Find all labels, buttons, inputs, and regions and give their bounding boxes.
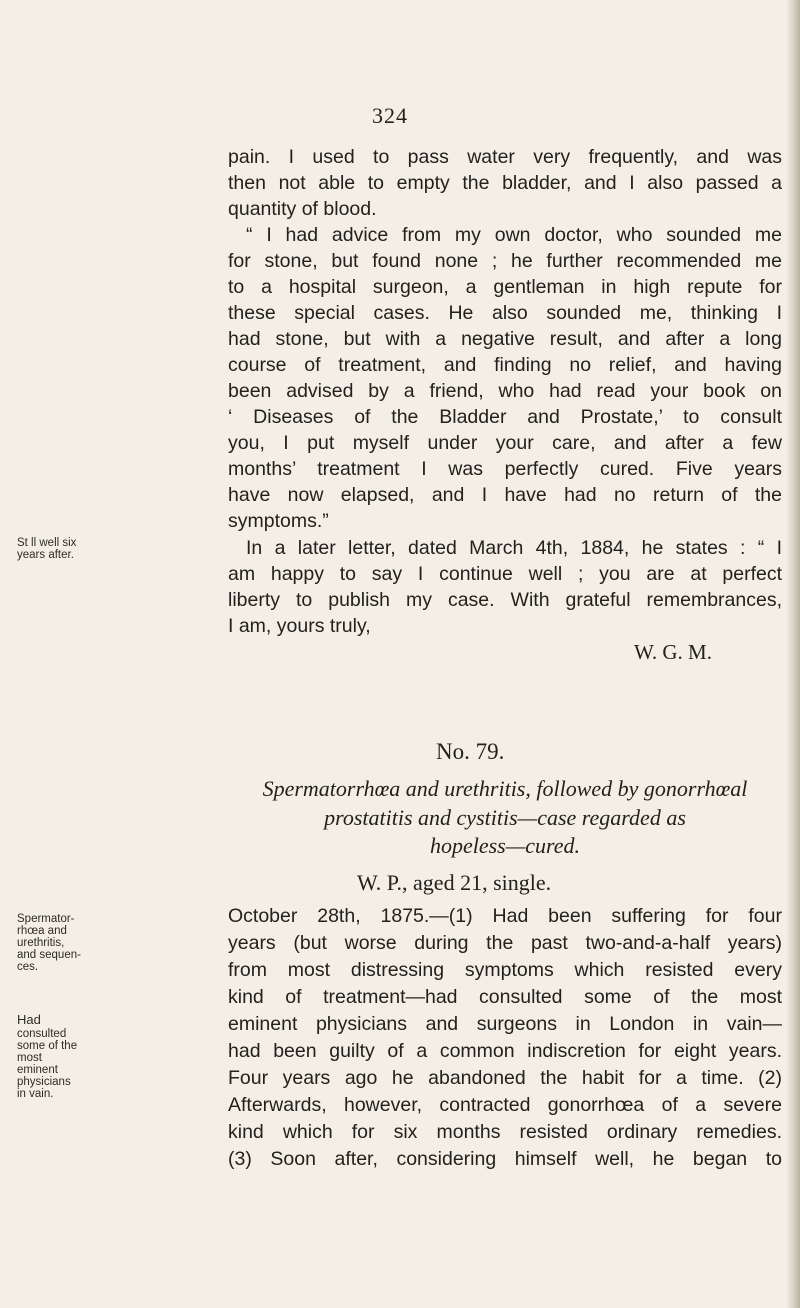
margin-note-still-well <box>17 537 121 561</box>
margin-note-line: eminent <box>17 1064 58 1076</box>
margin-note-line: years after. <box>17 549 74 561</box>
text-line: liberty to publish my case. With grateful remembrances, <box>228 589 782 611</box>
margin-note-line: in vain. <box>17 1088 54 1100</box>
text-line: these special cases. He also sounded me, thinking I <box>228 302 782 324</box>
text-line: years (but worse during the past two-and-a-half years) <box>228 932 782 954</box>
margin-note-line: St ll well six <box>17 537 77 549</box>
text-line: In a later letter, dated March 4th, 1884, he states : “ I <box>246 537 782 559</box>
text-line: ‘ Diseases of the Bladder and Prostate,’ to consult <box>228 406 782 428</box>
margin-note-line: most <box>17 1052 42 1064</box>
text-line: eminent physicians and surgeons in London in vain— <box>228 1013 782 1035</box>
case-number-heading: No. 79. <box>436 739 505 764</box>
margin-note-line: consulted <box>17 1028 67 1040</box>
text-line: then not able to empty the bladder, and I also passed a <box>228 172 782 194</box>
text-line: been advised by a friend, who had read your book on <box>228 380 782 402</box>
margin-note-spermatorrhoea <box>17 913 121 973</box>
text-line: you, I put myself under your care, and after a few <box>228 432 782 454</box>
margin-note-line: some of the <box>17 1040 78 1052</box>
patient-description: W. P., aged 21, single. <box>357 870 552 895</box>
text-line: Four years ago he abandoned the habit for a time. (2) <box>228 1067 782 1089</box>
text-line: course of treatment, and finding no relief, and having <box>228 354 782 376</box>
margin-note-line: rhœa and <box>17 925 67 937</box>
letter-signature: W. G. M. <box>634 640 712 664</box>
margin-note-line: Had <box>17 1012 41 1027</box>
margin-note-line: and sequen- <box>17 949 81 961</box>
text-line: Afterwards, however, contracted gonorrhœa of a severe <box>228 1094 782 1116</box>
text-line: have now elapsed, and I have had no return of the <box>228 484 782 506</box>
text-line: symptoms.” <box>228 510 329 532</box>
text-line: kind of treatment—had consulted some of the most <box>228 986 782 1008</box>
text-line: had been guilty of a common indiscretion for eight years. <box>228 1040 782 1062</box>
text-line: pain. I used to pass water very frequently, and was <box>228 146 782 168</box>
text-line: October 28th, 1875.—(1) Had been suffering for four <box>228 905 782 927</box>
case-title-line: Spermatorrhœa and urethritis, followed by gonorrhœal <box>262 776 748 801</box>
text-line: for stone, but found none ; he further recommended me <box>228 250 782 272</box>
text-line: from most distressing symptoms which resisted every <box>228 959 782 981</box>
text-line: am happy to say I continue well ; you are at perfect <box>228 563 782 585</box>
page-edge-shadow <box>786 0 800 1308</box>
margin-note-line: Spermator- <box>17 913 75 925</box>
text-line: to a hospital surgeon, a gentleman in high repute for <box>228 276 782 298</box>
case-title-line: hopeless—cured. <box>429 833 581 858</box>
margin-note-line: ces. <box>17 961 39 973</box>
margin-note-consulted <box>17 1014 121 1100</box>
margin-note-line: physicians <box>17 1076 71 1088</box>
margin-note-line: urethritis, <box>17 937 65 949</box>
case-title-line: prostatitis and cystitis—case regarded as <box>324 805 686 830</box>
text-line: (3) Soon after, considering himself well, he began to <box>228 1148 782 1170</box>
text-line: I am, yours truly, <box>228 615 371 637</box>
text-line: “ I had advice from my own doctor, who sounded me <box>246 224 782 246</box>
text-line: months’ treatment I was perfectly cured. Five years <box>228 458 782 480</box>
page-number: 324 <box>372 103 408 128</box>
text-line: had stone, but with a negative result, and after a long <box>228 328 782 350</box>
text-line: quantity of blood. <box>228 198 377 220</box>
text-line: kind which for six months resisted ordinary remedies. <box>228 1121 782 1143</box>
